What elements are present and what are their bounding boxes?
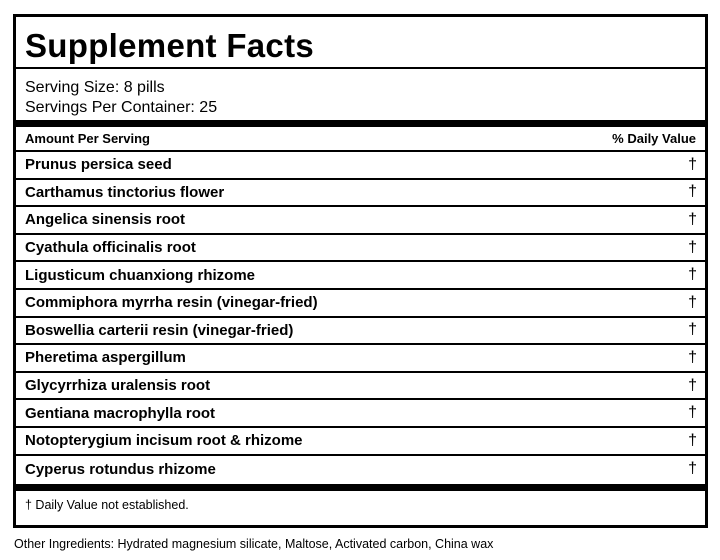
- daily-value-mark: †: [688, 376, 697, 394]
- table-row: [16, 456, 705, 484]
- ingredient-name: Glycyrrhiza uralensis root: [25, 377, 211, 395]
- table-row: [16, 290, 705, 318]
- daily-value-label: % Daily Value: [612, 131, 696, 146]
- daily-value-mark: †: [688, 266, 697, 284]
- daily-value-mark: †: [688, 238, 697, 256]
- table-row: [16, 262, 705, 290]
- other-ingredients: Other Ingredients: Hydrated magnesium silicate, Maltose, Activated carbon, China wax: [14, 537, 494, 551]
- daily-value-mark: †: [688, 183, 697, 201]
- serving-size: Serving Size: 8 pills: [25, 79, 165, 96]
- ingredient-name: Boswellia carterii resin (vinegar-fried): [25, 321, 294, 339]
- table-row: [16, 318, 705, 346]
- daily-value-mark: †: [688, 348, 697, 366]
- table-row: [16, 373, 705, 401]
- ingredient-name: Cyathula officinalis root: [25, 239, 196, 257]
- table-row: [16, 428, 705, 456]
- servings-per-container: Servings Per Container: 25: [25, 99, 218, 116]
- daily-value-mark: †: [688, 460, 697, 478]
- ingredient-name: Commiphora myrrha resin (vinegar-fried): [25, 294, 318, 312]
- table-row: [16, 152, 705, 180]
- daily-value-mark: †: [688, 293, 697, 311]
- supplement-facts-panel: [13, 14, 708, 528]
- daily-value-mark: †: [688, 404, 697, 422]
- table-header: [16, 127, 705, 152]
- table-row: [16, 400, 705, 428]
- ingredient-name: Angelica sinensis root: [25, 211, 186, 229]
- ingredient-name: Gentiana macrophylla root: [25, 404, 216, 422]
- daily-value-mark: †: [688, 321, 697, 339]
- ingredient-name: Notopterygium incisum root & rhizome: [25, 432, 303, 450]
- serving-info: [16, 69, 705, 120]
- daily-value-mark: †: [688, 210, 697, 228]
- ingredient-name: Ligusticum chuanxiong rhizome: [25, 266, 256, 284]
- footnote: † Daily Value not established.: [25, 498, 189, 512]
- amount-per-serving-label: Amount Per Serving: [25, 131, 150, 146]
- thick-divider-top: [16, 120, 705, 127]
- ingredient-list: [16, 152, 705, 484]
- panel-title: Supplement Facts: [16, 17, 705, 69]
- daily-value-mark: †: [688, 155, 697, 173]
- table-row: [16, 180, 705, 208]
- table-row: [16, 235, 705, 263]
- thick-divider-bottom: [16, 484, 705, 491]
- ingredient-name: Prunus persica seed: [25, 156, 172, 174]
- ingredient-name: Pheretima aspergillum: [25, 349, 186, 367]
- table-row: [16, 345, 705, 373]
- table-row: [16, 207, 705, 235]
- ingredient-name: Carthamus tinctorius flower: [25, 183, 225, 201]
- daily-value-mark: †: [688, 431, 697, 449]
- ingredient-name: Cyperus rotundus rhizome: [25, 460, 216, 478]
